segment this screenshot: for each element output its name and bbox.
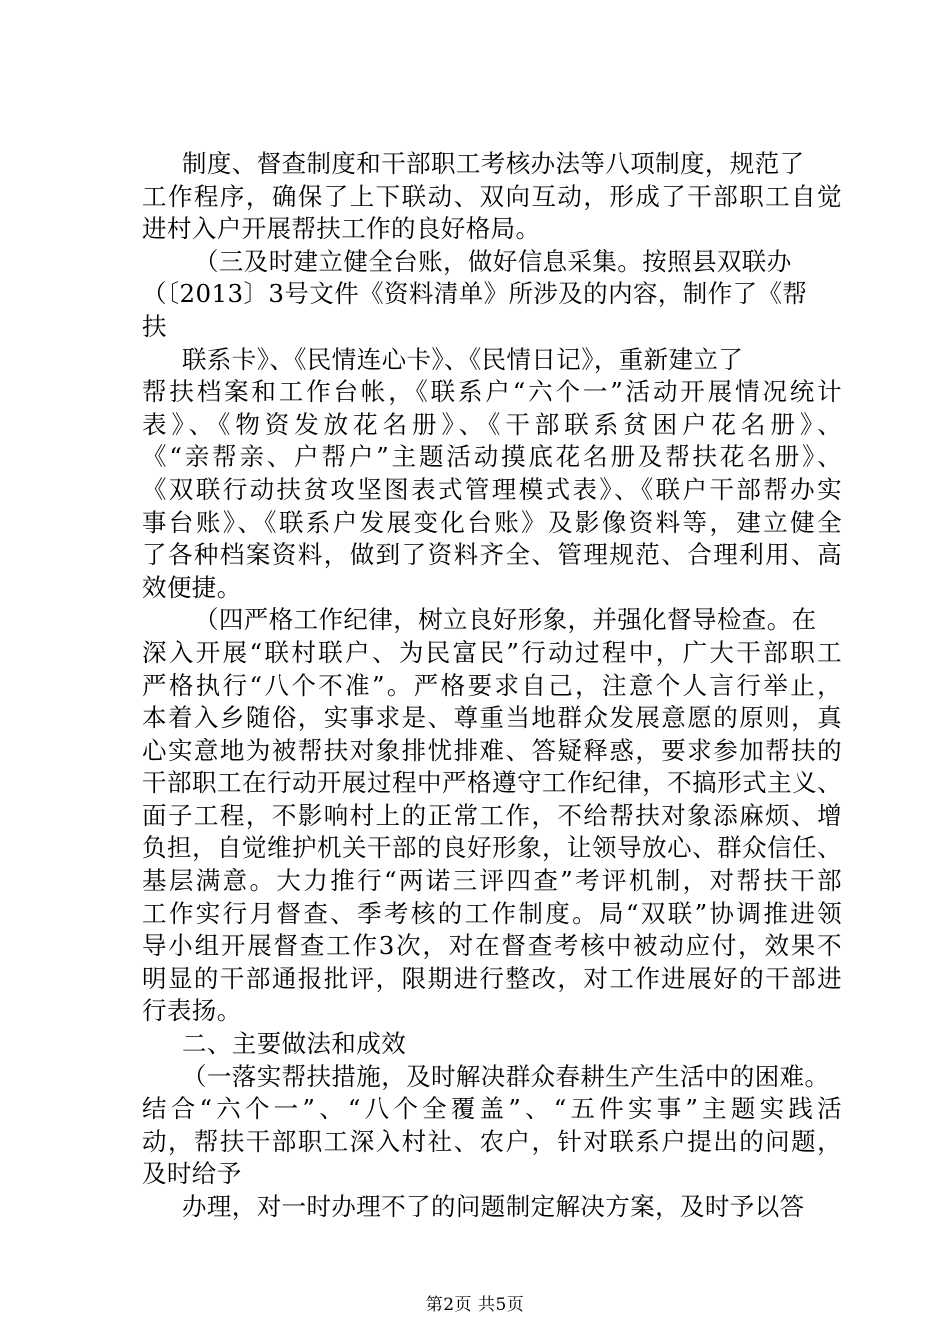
text-line: 深入开展“联村联户、为民富民”行动过程中，广大干部职工 bbox=[142, 637, 842, 667]
text-line: 办理，对一时办理不了的问题制定解决方案，及时予以答 bbox=[182, 1192, 805, 1221]
text-line: 负担，自觉维护机关干部的良好形象，让领导放心、群众信任、 bbox=[142, 833, 842, 863]
text-line: 工作实行月督查、季考核的工作制度。局“双联”协调推进领 bbox=[142, 898, 842, 928]
text-line: 扶 bbox=[142, 311, 167, 341]
text-line: 效便捷。 bbox=[142, 572, 242, 602]
text-line: 干部职工在行动开展过程中严格遵守工作纪律，不搞形式主义、 bbox=[142, 768, 842, 798]
text-line: 联系卡》、《民情连心卡》、《民情日记》，重新建立了 bbox=[182, 344, 744, 374]
text-line: 制度、督查制度和干部职工考核办法等八项制度，规范了 bbox=[182, 149, 805, 178]
text-line: 结合“六个一”、“八个全覆盖”、“五件实事”主题实践活 bbox=[142, 1094, 842, 1124]
text-line: （〔2013〕3号文件《资料清单》所涉及的内容，制作了《帮 bbox=[142, 279, 808, 309]
text-line: 及时给予 bbox=[142, 1159, 242, 1189]
text-line: 严格执行“八个不准”。严格要求自己，注意个人言行举止， bbox=[142, 670, 842, 700]
text-line: 基层满意。大力推行“两诺三评四查”考评机制，对帮扶干部 bbox=[142, 866, 842, 896]
text-line: 工作程序，确保了上下联动、双向互动，形成了干部职工自觉 bbox=[142, 181, 842, 211]
text-line: 《双联行动扶贫攻坚图表式管理模式表》、《联户干部帮办实 bbox=[142, 474, 842, 504]
text-line: 进村入户开展帮扶工作的良好格局。 bbox=[142, 214, 541, 244]
text-line: 表》、《物资发放花名册》、《干部联系贫困户花名册》、 bbox=[142, 409, 842, 439]
text-line: 本着入乡随俗，实事求是、尊重当地群众发展意愿的原则，真 bbox=[142, 703, 842, 733]
text-line: 导小组开展督查工作3次，对在督查考核中被动应付，效果不 bbox=[142, 931, 842, 961]
text-line: 事台账》、《联系户发展变化台账》及影像资料等，建立健全 bbox=[142, 507, 842, 537]
text-line: 帮扶档案和工作台帐，《联系户“六个一”活动开展情况统计 bbox=[142, 377, 842, 407]
section-heading: 二、主要做法和成效 bbox=[182, 1029, 407, 1059]
text-line: （三及时建立健全台账，做好信息采集。按照县双联办 bbox=[194, 246, 792, 276]
text-line: 《“亲帮亲、户帮户”主题活动摸底花名册及帮扶花名册》、 bbox=[142, 442, 842, 472]
text-line: （一落实帮扶措施，及时解决群众春耕生产生活中的困难。 bbox=[182, 1061, 830, 1091]
text-line: 面子工程，不影响村上的正常工作，不给帮扶对象添麻烦、增 bbox=[142, 800, 842, 830]
text-line: 动，帮扶干部职工深入村社、农户，针对联系户提出的问题， bbox=[142, 1126, 842, 1156]
text-line: （四严格工作纪律，树立良好形象，并强化督导检查。在 bbox=[194, 605, 817, 635]
text-line: 心实意地为被帮扶对象排忧排难、答疑释惑，要求参加帮扶的 bbox=[142, 735, 842, 765]
document-body bbox=[142, 148, 842, 1224]
text-line: 明显的干部通报批评，限期进行整改，对工作进展好的干部进 bbox=[142, 963, 842, 993]
text-line: 了各种档案资料，做到了资料齐全、管理规范、合理利用、高 bbox=[142, 540, 842, 570]
text-line: 行表扬。 bbox=[142, 996, 242, 1026]
page-number-footer: 第2页 共5页 bbox=[425, 1295, 525, 1315]
